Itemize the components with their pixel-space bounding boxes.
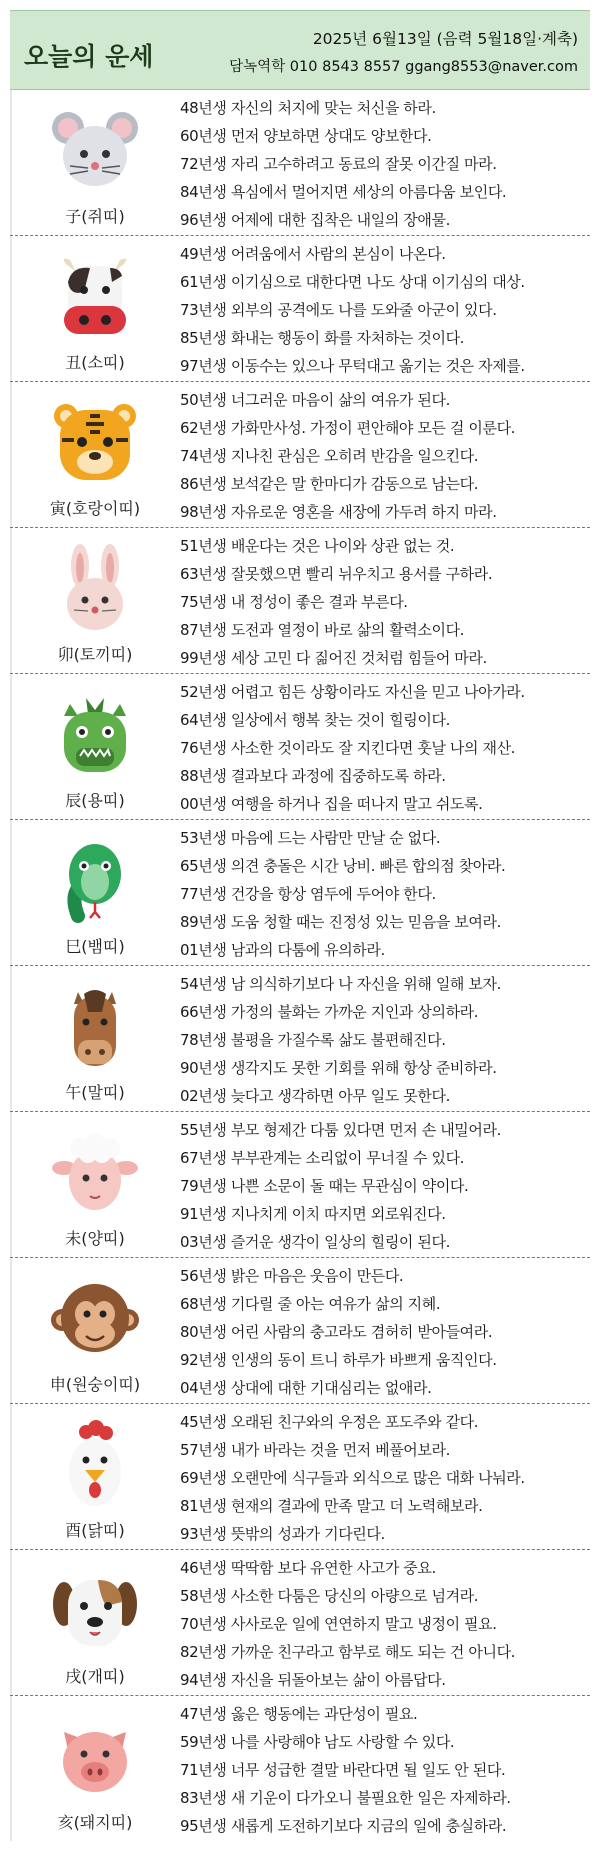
- ox-icon: [50, 252, 140, 342]
- contact-text: 담녹역학 010 8543 8557 ggang8553@naver.com: [229, 59, 578, 75]
- fortune-lines: [180, 1696, 590, 1841]
- fortune-lines: [180, 528, 590, 673]
- fortune-line: 82년생 가까운 친구라고 함부로 해도 되는 건 아니다.: [180, 1643, 516, 1661]
- zodiac-animal: [10, 820, 180, 965]
- fortune-lines: [180, 1404, 590, 1549]
- fortune-line: 72년생 자리 고수하려고 동료의 잘못 이간질 마라.: [180, 155, 497, 173]
- fortune-line: 62년생 가화만사성. 가정이 편안해야 모든 걸 이룬다.: [180, 419, 516, 437]
- zodiac-animal: [10, 1404, 180, 1549]
- fortune-line: 79년생 나쁜 소문이 돌 때는 무관심이 약이다.: [180, 1177, 469, 1195]
- zodiac-row: [10, 1258, 590, 1404]
- zodiac-animal: [10, 1112, 180, 1257]
- zodiac-row: [10, 820, 590, 966]
- zodiac-row: [10, 382, 590, 528]
- zodiac-label: 巳(뱀띠): [65, 937, 125, 956]
- fortune-lines: [180, 90, 590, 235]
- zodiac-animal: [10, 382, 180, 527]
- fortune-line: 50년생 너그러운 마음이 삶의 여유가 된다.: [180, 391, 450, 409]
- fortune-line: 94년생 자신을 뒤돌아보는 삶이 아름답다.: [180, 1671, 446, 1689]
- fortune-line: 01년생 남과의 다툼에 유의하라.: [180, 941, 385, 959]
- zodiac-label: 午(말띠): [65, 1083, 125, 1102]
- fortune-line: 59년생 나를 사랑해야 남도 사랑할 수 있다.: [180, 1733, 455, 1751]
- zodiac-row: [10, 90, 590, 236]
- zodiac-label: 申(원숭이띠): [49, 1375, 141, 1394]
- snake-icon: [50, 836, 140, 926]
- zodiac-row: [10, 966, 590, 1112]
- monkey-icon: [50, 1274, 140, 1364]
- fortune-line: 88년생 결과보다 과정에 집중하도록 하라.: [180, 767, 446, 785]
- page-title: 오늘의 운세: [24, 42, 154, 71]
- zodiac-row: [10, 674, 590, 820]
- fortune-line: 52년생 어렵고 힘든 상황이라도 자신을 믿고 나아가라.: [180, 683, 525, 701]
- fortune-lines: [180, 674, 590, 819]
- fortune-line: 85년생 화내는 행동이 화를 자처하는 것이다.: [180, 329, 465, 347]
- fortune-line: 96년생 어제에 대한 집착은 내일의 장애물.: [180, 211, 450, 229]
- fortune-line: 55년생 부모 형제간 다툼 있다면 먼저 손 내밀어라.: [180, 1121, 501, 1139]
- rat-icon: [50, 106, 140, 196]
- fortune-lines: [180, 1550, 590, 1695]
- zodiac-row: [10, 236, 590, 382]
- tiger-icon: [50, 398, 140, 488]
- fortune-line: 86년생 보석같은 말 한마디가 감동으로 남는다.: [180, 475, 479, 493]
- zodiac-animal: [10, 966, 180, 1111]
- fortune-lines: [180, 820, 590, 965]
- fortune-line: 02년생 늦다고 생각하면 아무 일도 못한다.: [180, 1087, 450, 1105]
- zodiac-label: 辰(용띠): [65, 791, 125, 810]
- fortune-line: 71년생 너무 성급한 결말 바란다면 될 일도 안 된다.: [180, 1761, 506, 1779]
- dragon-icon: [50, 690, 140, 780]
- fortune-line: 75년생 내 정성이 좋은 결과 부른다.: [180, 593, 408, 611]
- zodiac-list: [10, 90, 590, 1841]
- zodiac-animal: [10, 1550, 180, 1695]
- fortune-line: 04년생 상대에 대한 기대심리는 없애라.: [180, 1379, 432, 1397]
- fortune-lines: [180, 382, 590, 527]
- fortune-line: 73년생 외부의 공격에도 나를 도와줄 아군이 있다.: [180, 301, 497, 319]
- fortune-line: 51년생 배운다는 것은 나이와 상관 없는 것.: [180, 537, 455, 555]
- dog-icon: [50, 1566, 140, 1656]
- fortune-line: 77년생 건강을 항상 염두에 두어야 한다.: [180, 885, 436, 903]
- fortune-line: 91년생 지나치게 이치 따지면 외로워진다.: [180, 1205, 446, 1223]
- fortune-line: 81년생 현재의 결과에 만족 말고 더 노력해보라.: [180, 1497, 483, 1515]
- fortune-line: 60년생 먼저 양보하면 상대도 양보한다.: [180, 127, 432, 145]
- zodiac-row: [10, 528, 590, 674]
- fortune-line: 67년생 부부관계는 소리없이 무너질 수 있다.: [180, 1149, 465, 1167]
- fortune-line: 58년생 사소한 다툼은 당신의 아량으로 넘겨라.: [180, 1587, 479, 1605]
- fortune-line: 49년생 어려움에서 사람의 본심이 나온다.: [180, 245, 446, 263]
- zodiac-animal: [10, 1258, 180, 1403]
- fortune-line: 45년생 오래된 친구와의 우정은 포도주와 같다.: [180, 1413, 479, 1431]
- zodiac-label: 卯(토끼띠): [57, 645, 133, 664]
- fortune-line: 90년생 생각지도 못한 기회를 위해 항상 준비하라.: [180, 1059, 497, 1077]
- zodiac-label: 戌(개띠): [65, 1667, 125, 1686]
- rabbit-icon: [50, 544, 140, 634]
- fortune-line: 84년생 욕심에서 멀어지면 세상의 아름다움 보인다.: [180, 183, 507, 201]
- zodiac-label: 子(쥐띠): [65, 207, 125, 226]
- pig-icon: [50, 1712, 140, 1802]
- zodiac-label: 亥(돼지띠): [57, 1813, 133, 1832]
- fortune-page: [10, 10, 590, 1841]
- fortune-lines: [180, 966, 590, 1111]
- zodiac-row: [10, 1112, 590, 1258]
- zodiac-row: [10, 1404, 590, 1550]
- zodiac-animal: [10, 236, 180, 381]
- zodiac-animal: [10, 528, 180, 673]
- fortune-line: 97년생 이동수는 있으나 무턱대고 옮기는 것은 자제를.: [180, 357, 525, 375]
- fortune-line: 80년생 어린 사람의 충고라도 겸허히 받아들여라.: [180, 1323, 493, 1341]
- fortune-line: 54년생 남 의식하기보다 나 자신을 위해 일해 보자.: [180, 975, 501, 993]
- fortune-line: 00년생 여행을 하거나 집을 떠나지 말고 쉬도록.: [180, 795, 483, 813]
- header: [10, 10, 590, 90]
- rooster-icon: [50, 1420, 140, 1510]
- fortune-line: 93년생 뜻밖의 성과가 기다린다.: [180, 1525, 385, 1543]
- fortune-line: 47년생 옳은 행동에는 과단성이 필요.: [180, 1705, 418, 1723]
- zodiac-animal: [10, 1696, 180, 1841]
- fortune-line: 92년생 인생의 동이 트니 하루가 바쁘게 움직인다.: [180, 1351, 497, 1369]
- fortune-lines: [180, 1258, 590, 1403]
- fortune-line: 63년생 잘못했으면 빨리 뉘우치고 용서를 구하라.: [180, 565, 493, 583]
- zodiac-label: 未(양띠): [65, 1229, 125, 1248]
- zodiac-label: 寅(호랑이띠): [49, 499, 141, 518]
- fortune-line: 64년생 일상에서 행복 찾는 것이 힐링이다.: [180, 711, 450, 729]
- fortune-line: 74년생 지나친 관심은 오히려 반감을 일으킨다.: [180, 447, 479, 465]
- fortune-lines: [180, 236, 590, 381]
- fortune-line: 48년생 자신의 처지에 맞는 처신을 하라.: [180, 99, 436, 117]
- date-text: 2025년 6월13일 (음력 5월18일·계축): [312, 30, 578, 48]
- fortune-line: 56년생 밝은 마음은 웃음이 만든다.: [180, 1267, 404, 1285]
- fortune-line: 53년생 마음에 드는 사람만 만날 순 없다.: [180, 829, 441, 847]
- sheep-icon: [50, 1128, 140, 1218]
- fortune-line: 03년생 즐거운 생각이 일상의 힐링이 된다.: [180, 1233, 450, 1251]
- zodiac-row: [10, 1696, 590, 1841]
- fortune-line: 70년생 사사로운 일에 연연하지 말고 냉정이 필요.: [180, 1615, 497, 1633]
- zodiac-animal: [10, 674, 180, 819]
- fortune-line: 65년생 의견 충돌은 시간 낭비. 빠른 합의점 찾아라.: [180, 857, 506, 875]
- fortune-line: 68년생 기다릴 줄 아는 여유가 삶의 지혜.: [180, 1295, 441, 1313]
- fortune-line: 46년생 딱딱함 보다 유연한 사고가 중요.: [180, 1559, 436, 1577]
- zodiac-row: [10, 1550, 590, 1696]
- horse-icon: [50, 982, 140, 1072]
- fortune-line: 87년생 도전과 열정이 바로 삶의 활력소이다.: [180, 621, 465, 639]
- fortune-line: 66년생 가정의 불화는 가까운 지인과 상의하라.: [180, 1003, 479, 1021]
- fortune-line: 76년생 사소한 것이라도 잘 지킨다면 훗날 나의 재산.: [180, 739, 516, 757]
- fortune-line: 83년생 새 기운이 다가오니 불필요한 일은 자제하라.: [180, 1789, 511, 1807]
- fortune-line: 69년생 오랜만에 식구들과 외식으로 많은 대화 나눠라.: [180, 1469, 525, 1487]
- fortune-line: 89년생 도움 청할 때는 진정성 있는 믿음을 보여라.: [180, 913, 501, 931]
- zodiac-label: 酉(닭띠): [65, 1521, 125, 1540]
- fortune-lines: [180, 1112, 590, 1257]
- fortune-line: 99년생 세상 고민 다 짊어진 것처럼 힘들어 마라.: [180, 649, 487, 667]
- fortune-line: 57년생 내가 바라는 것을 먼저 베풀어보라.: [180, 1441, 450, 1459]
- fortune-line: 95년생 새롭게 도전하기보다 지금의 일에 충실하라.: [180, 1817, 507, 1835]
- fortune-line: 61년생 이기심으로 대한다면 나도 상대 이기심의 대상.: [180, 273, 525, 291]
- zodiac-animal: [10, 90, 180, 235]
- fortune-line: 78년생 불평을 가질수록 삶도 불편해진다.: [180, 1031, 446, 1049]
- fortune-line: 98년생 자유로운 영혼을 새장에 가두려 하지 마라.: [180, 503, 497, 521]
- zodiac-label: 丑(소띠): [65, 353, 125, 372]
